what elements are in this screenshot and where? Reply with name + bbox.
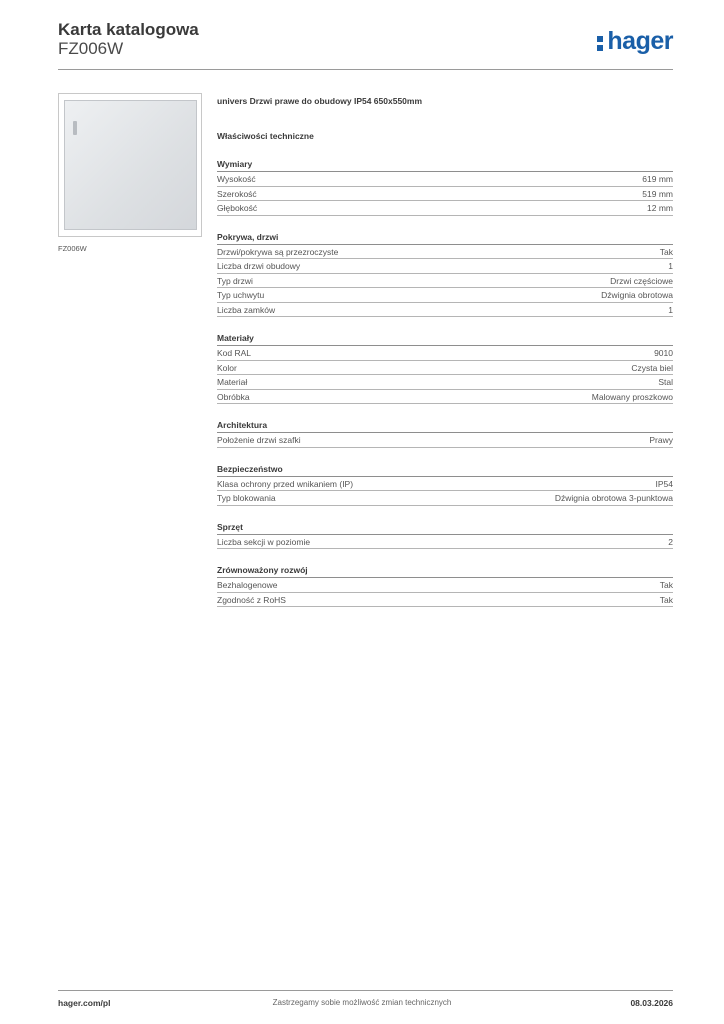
spec-label: Kolor [217,362,237,373]
spec-row [217,303,673,318]
spec-label: Wysokość [217,174,256,184]
footer-notice: Zastrzegamy sobie możliwość zmian technicznych [272,998,452,1007]
spec-content [217,95,673,607]
spec-value: Tak [659,246,673,257]
hager-logo [597,26,673,56]
spec-row [217,535,673,550]
spec-group [217,564,673,607]
spec-value: Tak [659,580,673,590]
document-title: Karta katalogowa [58,20,199,39]
spec-row [217,245,673,260]
spec-value: 519 mm [642,188,673,199]
spec-label: Liczba drzwi obudowy [217,261,301,271]
spec-group-title: Bezpieczeństwo [217,463,673,477]
spec-group-title: Materiały [217,332,673,346]
door-handle-icon [73,121,77,135]
spec-section-heading: Właściwości techniczne [217,131,314,141]
spec-group-title: Sprzęt [217,521,673,535]
spec-group [217,332,673,404]
spec-value: Stal [658,377,673,387]
spec-label: Typ blokowania [217,493,276,503]
spec-value: 12 mm [647,203,673,213]
spec-value: 1 [668,304,673,315]
spec-row [217,201,673,216]
spec-label: Położenie drzwi szafki [217,435,301,445]
spec-value: 619 mm [642,174,673,184]
footer-divider [58,990,673,991]
spec-row [217,259,673,274]
logo-mark-icon [597,30,605,52]
spec-label: Liczba zamków [217,304,276,315]
spec-group [217,419,673,448]
spec-value: IP54 [655,478,673,489]
spec-label: Zgodność z RoHS [217,594,286,605]
spec-label: Klasa ochrony przed wnikaniem (IP) [217,478,354,489]
spec-row [217,187,673,202]
spec-label: Szerokość [217,188,257,199]
door-panel-image [64,100,197,230]
spec-group-title: Pokrywa, drzwi [217,231,673,245]
spec-row [217,274,673,289]
spec-group-title: Wymiary [217,158,673,172]
spec-value: 2 [668,536,673,547]
spec-row [217,491,673,506]
spec-group-title: Architektura [217,419,673,433]
spec-row [217,433,673,448]
footer-website[interactable]: hager.com/pl [58,998,111,1008]
spec-value: Tak [659,594,673,605]
spec-row [217,361,673,376]
spec-value: Prawy [649,435,673,445]
spec-row [217,477,673,492]
spec-group [217,158,673,216]
spec-row [217,375,673,390]
spec-groups [217,158,673,607]
logo-wordmark: hager [607,26,673,55]
footer-date: 08.03.2026 [630,998,673,1008]
spec-row [217,346,673,361]
spec-label: Drzwi/pokrywa są przezroczyste [217,246,339,257]
spec-group [217,463,673,506]
product-title: univers Drzwi prawe do obudowy IP54 650x550mm [217,96,423,106]
spec-row [217,578,673,593]
spec-label: Bezhalogenowe [217,580,278,590]
spec-value: 1 [668,261,673,271]
spec-label: Typ drzwi [217,275,253,286]
spec-label: Kod RAL [217,348,252,358]
spec-group-title: Zrównoważony rozwój [217,564,673,578]
spec-value: Dźwignia obrotowa [601,290,673,300]
spec-row [217,288,673,303]
product-code: FZ006W [58,39,124,58]
spec-label: Typ uchwytu [217,290,265,300]
image-caption: FZ006W [58,244,87,253]
spec-row [217,593,673,608]
spec-value: Czysta biel [631,362,673,373]
spec-value: Malowany proszkowo [591,391,673,402]
spec-label: Liczba sekcji w poziomie [217,536,311,547]
spec-group [217,231,673,318]
spec-group [217,521,673,550]
spec-label: Obróbka [217,391,250,402]
spec-row [217,390,673,405]
spec-label: Głębokość [217,203,258,213]
spec-value: Drzwi częściowe [610,275,673,286]
spec-row [217,172,673,187]
spec-label: Materiał [217,377,248,387]
spec-value: Dźwignia obrotowa 3-punktowa [554,493,673,503]
page-header [58,20,673,70]
header-divider [58,69,673,70]
product-image [58,93,202,237]
spec-value: 9010 [654,348,673,358]
